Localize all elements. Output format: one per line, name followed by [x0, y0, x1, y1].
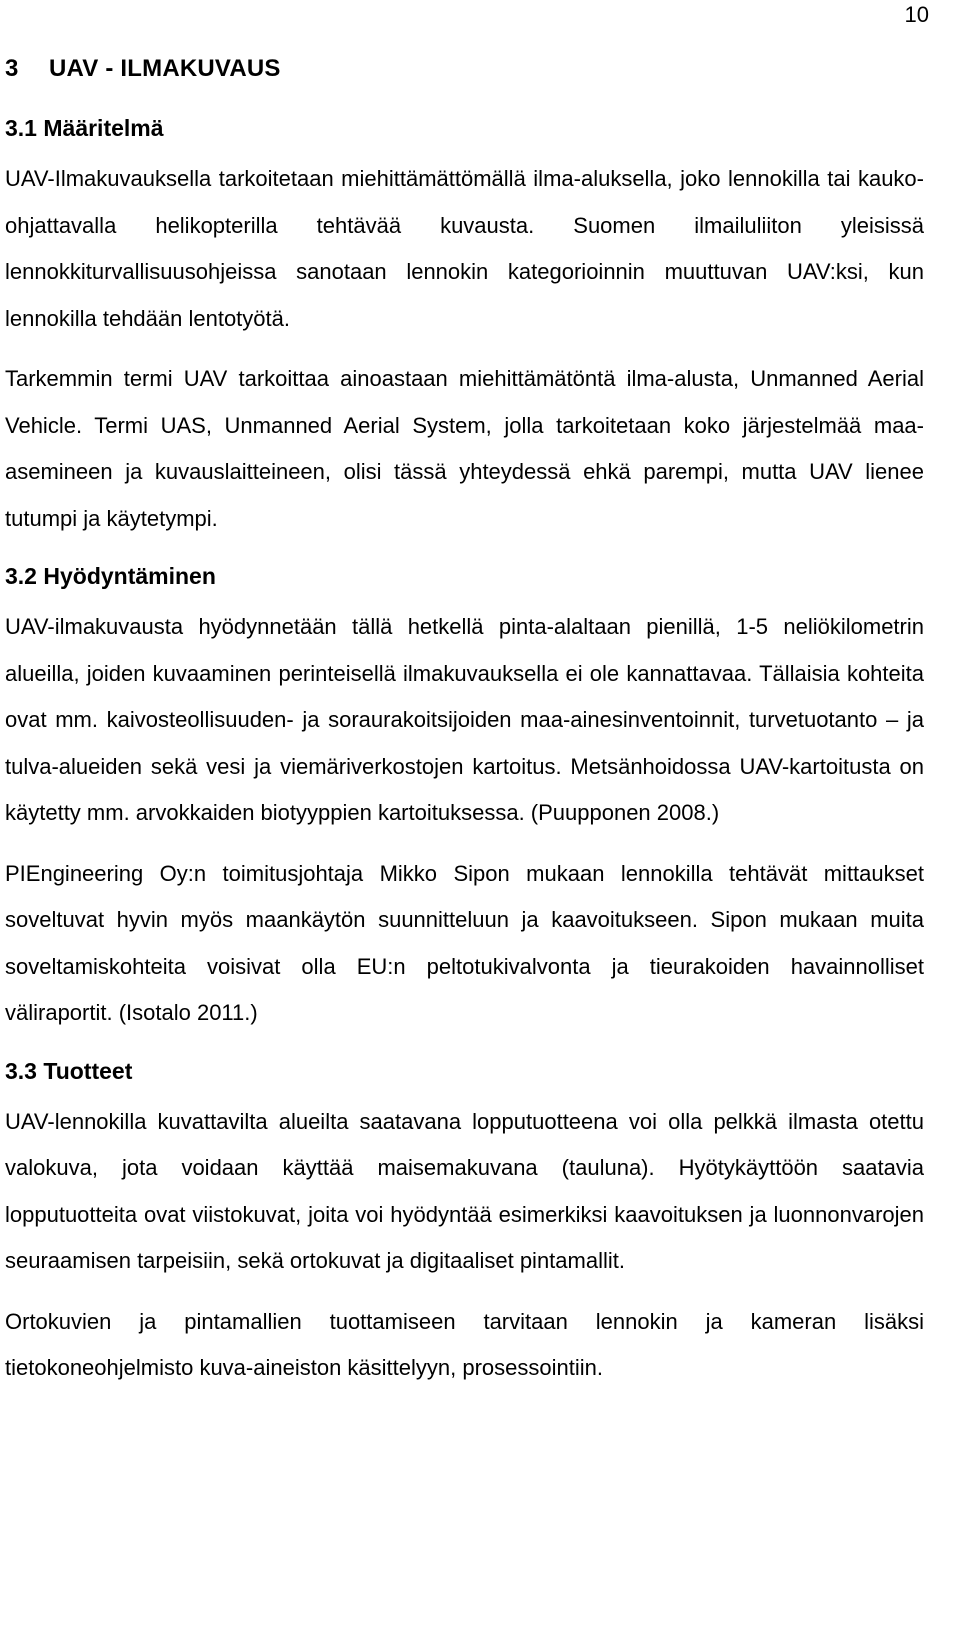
paragraph: Tarkemmin termi UAV tarkoittaa ainoastaan miehittämätöntä ilma-alusta, Unmanned Aerial Vehicle. Termi UAS, Unmanned Aerial System, jolla tarkoitetaan koko järjestelmää maa-asemineen ja kuvauslaitteineen, olisi tässä yhteydessä ehkä parempi, mutta UAV lienee tutumpi ja käytetympi. [5, 366, 924, 531]
page-number: 10 [904, 2, 929, 27]
chapter-number: 3 [5, 55, 19, 82]
section-heading: 3.3 Tuotteet [5, 1057, 133, 1084]
section-heading: 3.1 Määritelmä [5, 115, 164, 141]
section-definition [5, 108, 924, 542]
section-utilization [5, 556, 924, 1037]
chapter-title: UAV - ILMAKUVAUS [49, 55, 281, 82]
section-heading: 3.2 Hyödyntäminen [5, 563, 216, 589]
paragraph: UAV-lennokilla kuvattavilta alueilta saatavana lopputuotteena voi olla pelkkä ilmasta otettu valokuva, jota voidaan käyttää maisemakuvana (tauluna). Hyötykäyttöön saatavia lopputuotteita ovat viistokuvat, joita voi hyödyntää esimerkiksi kaavoituksen ja luonnonvarojen seuraamisen tarpeisiin, sekä ortokuvat ja digitaaliset pintamallit. [5, 1108, 924, 1273]
chapter-heading [5, 48, 924, 90]
paragraph: UAV-ilmakuvausta hyödynnetään tällä hetkellä pinta-alaltaan pienillä, 1-5 neliökilometrin alueilla, joiden kuvaaminen perinteisellä ilmakuvauksella ei ole kannattavaa. Tällaisia kohteita ovat mm. kaivosteollisuuden- ja soraurakoitsijoiden maa-ainesinventoinnit, turvetuotanto – ja tulva-alueiden sekä vesi ja viemäriverkostojen kartoitus. Metsänhoidossa UAV-kartoitusta on käytetty mm. arvokkaiden biotyyppien kartoituksessa. (Puupponen 2008.) [5, 614, 924, 825]
paragraph: Ortokuvien ja pintamallien tuottamiseen tarvitaan lennokin ja kameran lisäksi tietokoneohjelmisto kuva-aineiston käsittelyyn, prosessointiin. [5, 1308, 924, 1380]
paragraph: UAV-Ilmakuvauksella tarkoitetaan miehittämättömällä ilma-aluksella, joko lennokilla tai kauko-ohjattavalla helikopterilla tehtävää kuvausta. Suomen ilmailuliiton yleisissä lennokkiturvallisuusohjeissa sanotaan lennokin kategorioinnin muuttuvan UAV:ksi, kun lennokilla tehdään lentotyötä. [5, 166, 924, 331]
document-body [5, 48, 924, 1406]
section-products [5, 1051, 924, 1392]
paragraph: PIEngineering Oy:n toimitusjohtaja Mikko Sipon mukaan lennokilla tehtävät mittaukset soveltuvat hyvin myös maankäytön suunnitteluun ja kaavoitukseen. Sipon mukaan muita soveltamiskohteita voisivat olla EU:n peltotukivalvonta ja tieurakoiden havainnolliset väliraportit. (Isotalo 2011.) [5, 860, 924, 1025]
